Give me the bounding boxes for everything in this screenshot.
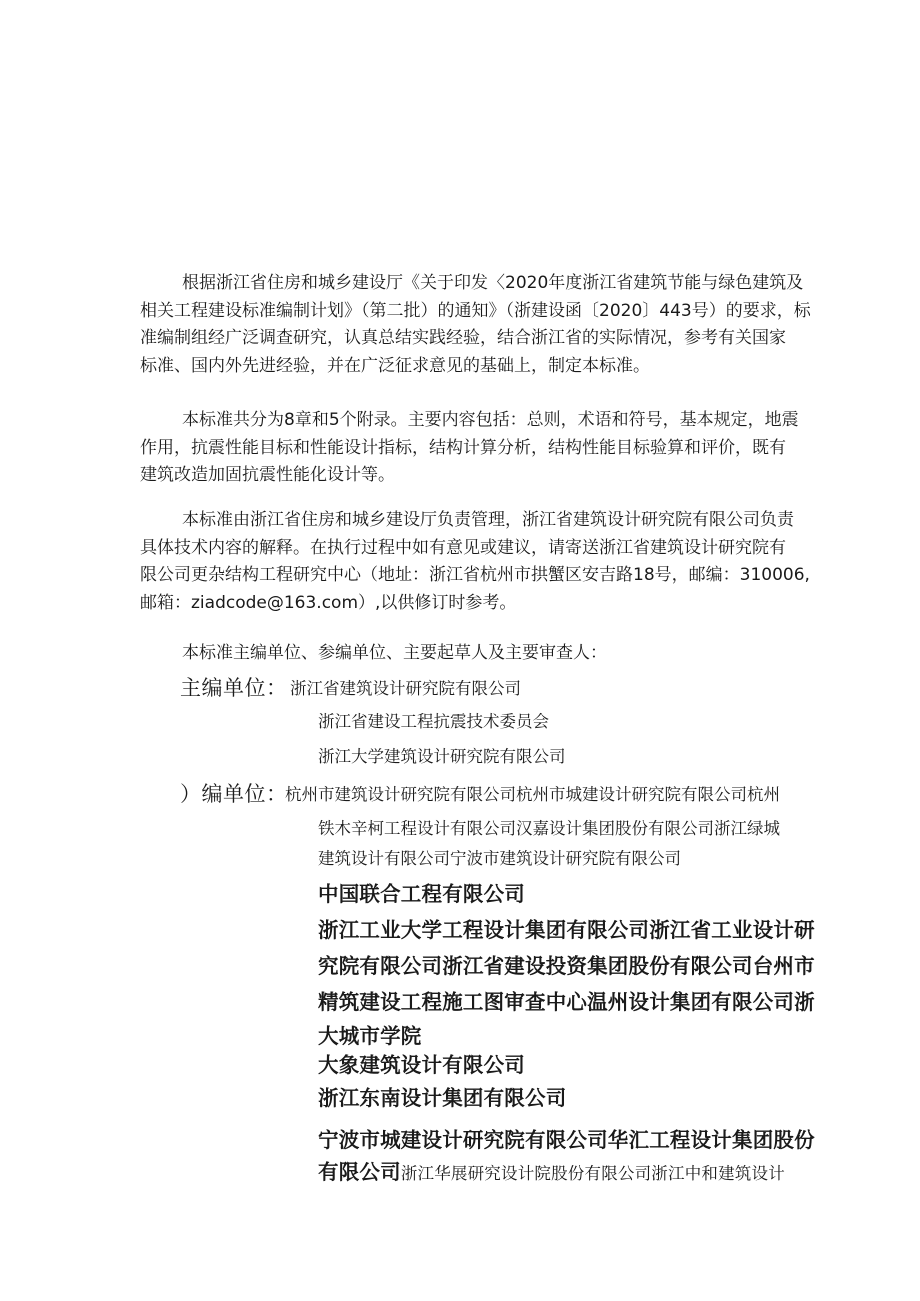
preface-paragraph-3 xyxy=(140,507,840,617)
paragraph-line: 本标准由浙江省住房和城乡建设厅负责管理，浙江省建筑设计研究院有限公司负责 xyxy=(182,510,794,530)
co-editor-unit-line: 大象建筑设计有限公司 xyxy=(318,1053,525,1077)
paragraph-line: 具体技术内容的解释。在执行过程中如有意见或建议，请寄送浙江省建筑设计研究院有 xyxy=(140,537,786,558)
co-editor-unit-line: 浙江东南设计集团有限公司 xyxy=(318,1086,567,1110)
paragraph-line: 准编制组经广泛调查研究，认真总结实践经验，结合浙江省的实际情况，参考有关国家 xyxy=(140,328,786,348)
preface-paragraph-2 xyxy=(140,407,840,490)
co-editor-unit-bold-part: 有限公司 xyxy=(318,1160,401,1184)
co-editor-unit-regular-part: 浙江华展研究设计院股份有限公司浙江中和建筑设计 xyxy=(400,1164,785,1183)
paragraph-line: 邮箱：ziadcode@163.com）,以供修订时参考。 xyxy=(140,592,517,613)
paragraph-line: 根据浙江省住房和城乡建设厅《关于印发〈2020年度浙江省建筑节能与绿色建筑及 xyxy=(182,273,804,293)
co-editor-unit-line: 中国联合工程有限公司 xyxy=(318,882,525,906)
paragraph-line: 本标准共分为8章和5个附录。主要内容包括：总则，术语和符号，基本规定，地震 xyxy=(182,410,799,430)
co-editor-unit-line: 究院有限公司浙江省建设投资集团股份有限公司台州市 xyxy=(318,954,815,978)
co-editor-unit-line: 大城市学院 xyxy=(318,1024,422,1048)
co-editor-unit-line: 建筑设计有限公司宁波市建筑设计研究院有限公司 xyxy=(318,849,681,868)
chief-editor-label: 主编单位： xyxy=(180,676,288,700)
paragraph-line: 本标准主编单位、参编单位、主要起草人及主要审查人： xyxy=(182,643,607,663)
co-editor-unit-line: 精筑建设工程施工图审查中心温州设计集团有限公司浙 xyxy=(318,990,815,1014)
chief-editor-unit: 浙江省建筑设计研究院有限公司 xyxy=(290,679,521,698)
preface-paragraph-1 xyxy=(140,270,840,380)
chief-editor-unit: 浙江大学建筑设计研究院有限公司 xyxy=(318,747,566,766)
co-editor-unit-line: 宁波市城建设计研究院有限公司华汇工程设计集团股份 xyxy=(318,1128,815,1152)
co-editor-unit-line: 浙江工业大学工程设计集团有限公司浙江省工业设计研 xyxy=(318,918,815,942)
paragraph-line: 标准、国内外先进经验，并在广泛征求意见的基础上，制定本标准。 xyxy=(140,355,650,376)
preface-paragraph-4 xyxy=(140,640,840,668)
co-editor-label: ）编单位： xyxy=(180,782,288,806)
co-editor-unit-line: 杭州市建筑设计研究院有限公司杭州市城建设计研究院有限公司杭州 xyxy=(285,785,780,804)
paragraph-line: 建筑改造加固抗震性能化设计等。 xyxy=(140,465,395,485)
chief-editor-unit: 浙江省建设工程抗震技术委员会 xyxy=(318,712,549,731)
paragraph-line: 作用，抗震性能目标和性能设计指标，结构计算分析，结构性能目标验算和评价，既有 xyxy=(140,437,786,458)
paragraph-line: 相关工程建设标准编制计划》（第二批）的通知》（浙建设函〔2020〕443号）的要求，标 xyxy=(140,300,811,321)
paragraph-line: 限公司更杂结构工程研究中心（地址：浙江省杭州市拱蟹区安吉路18号，邮编：310006, xyxy=(140,565,810,585)
co-editor-unit-line: 铁木辛柯工程设计有限公司汉嘉设计集团股份有限公司浙江绿城 xyxy=(318,819,780,838)
co-editor-unit-line-mixed xyxy=(318,1157,785,1189)
